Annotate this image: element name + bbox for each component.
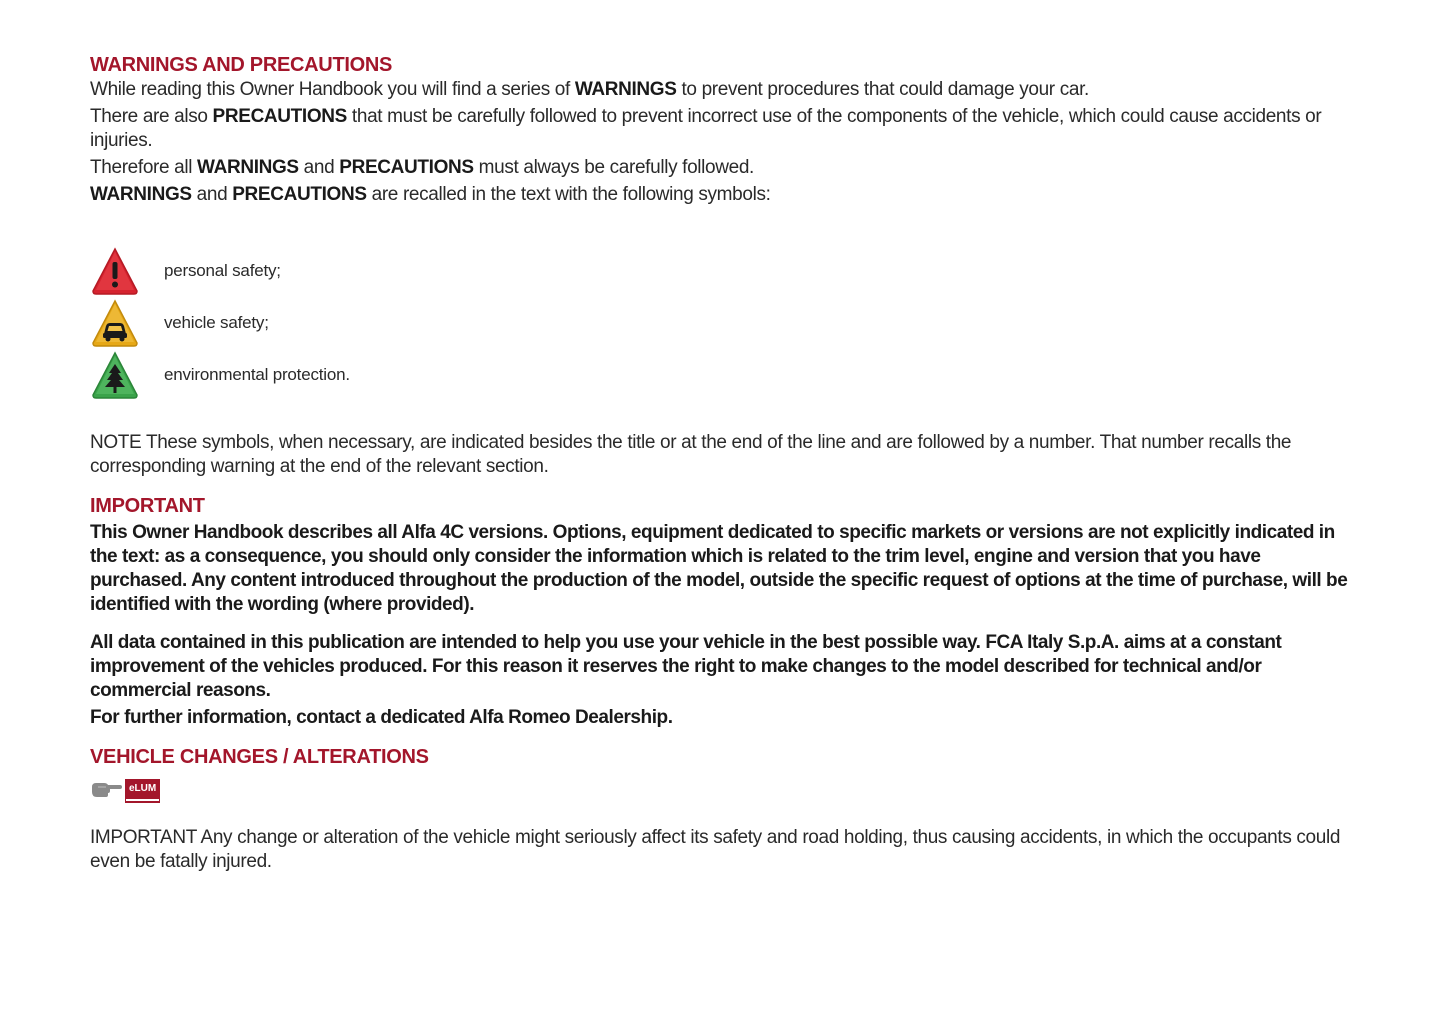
important-paragraph-2: All data contained in this publication are intended to help you use your vehicle in the best possible way. FCA Italy S.p.A. aims at a constant improvement of the vehicles produced. For this reason it reserves the right to make changes to the model described for technical and/or commercial reasons. — [90, 632, 1282, 701]
note-paragraph: NOTE These symbols, when necessary, are indicated besides the title or at the end of the line and are followed by a number. That number recalls the corresponding warning at the end of the relevant section. — [90, 432, 1292, 477]
personal-safety-warning-icon — [90, 246, 140, 296]
elum-reference — [90, 774, 1350, 804]
symbol-row-personal-safety — [90, 245, 1350, 297]
symbol-legend — [90, 245, 1350, 401]
symbol-row-environmental-protection — [90, 349, 1350, 401]
important-paragraph-1: This Owner Handbook describes all Alfa 4C versions. Options, equipment dedicated to specific markets or versions are not explicitly indicated in the text: as a consequence, you should only consider the information which is related to the trim level, engine and version that you have purchased. Any content introduced throughout the production of the model, outside the specific request of options at the time of purchase, will be identified with the wording (where provided). — [90, 522, 1348, 615]
page-content — [90, 52, 1350, 874]
intro-paragraph-4: WARNINGS and PRECAUTIONS are recalled in the text with the following symbols: — [90, 184, 771, 205]
warnings-precautions-heading: WARNINGS AND PRECAUTIONS — [90, 54, 393, 76]
pointing-hand-icon — [90, 778, 122, 800]
symbol-label-vehicle-safety: vehicle safety; — [164, 313, 269, 332]
intro-paragraph-3: Therefore all WARNINGS and PRECAUTIONS must always be carefully followed. — [90, 157, 754, 178]
important-paragraph-3: For further information, contact a dedicated Alfa Romeo Dealership. — [90, 707, 673, 728]
elum-badge[interactable]: eLUM — [125, 779, 160, 799]
vehicle-safety-warning-icon — [90, 298, 140, 348]
alterations-warning-paragraph: IMPORTANT Any change or alteration of the vehicle might seriously affect its safety and road holding, thus causing accidents, in which the occupants could even be fatally injured. — [90, 827, 1341, 872]
symbol-label-personal-safety: personal safety; — [164, 261, 281, 280]
symbol-label-environmental-protection: environmental protection. — [164, 365, 350, 384]
symbol-row-vehicle-safety — [90, 297, 1350, 349]
intro-paragraph-1: While reading this Owner Handbook you will find a series of WARNINGS to prevent procedures that could damage your car. — [90, 79, 1089, 100]
intro-paragraph-2: There are also PRECAUTIONS that must be carefully followed to prevent incorrect use of the components of the vehicle, which could cause accidents or injuries. — [90, 106, 1322, 151]
environmental-protection-icon — [90, 350, 140, 400]
vehicle-changes-heading: VEHICLE CHANGES / ALTERATIONS — [90, 746, 429, 768]
important-heading: IMPORTANT — [90, 495, 205, 517]
